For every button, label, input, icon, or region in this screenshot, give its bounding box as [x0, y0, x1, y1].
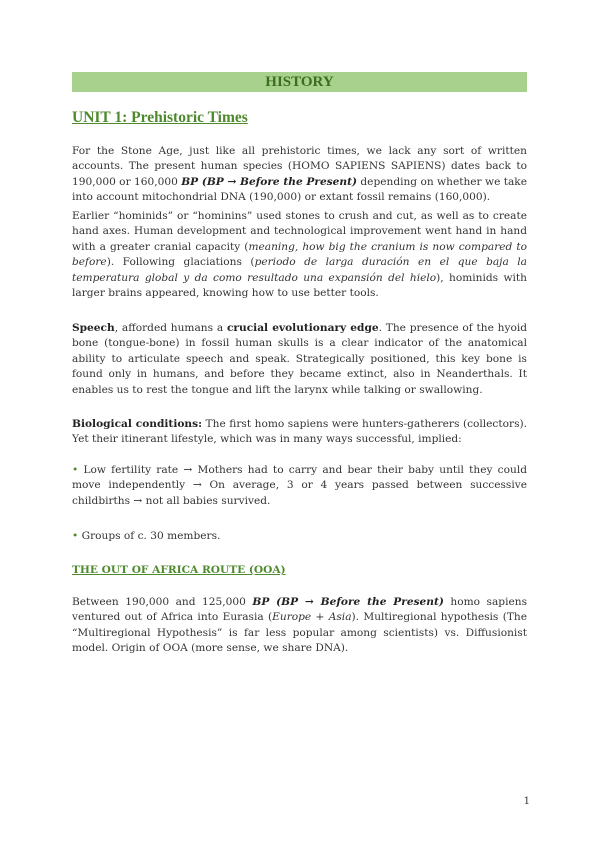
bullet-icon: • — [72, 530, 79, 542]
page-number: 1 — [523, 796, 530, 807]
paragraph-hominids: Earlier “hominids” or “hominins” used stones to crush and cut, as well as to create hand axes. Human development and technological improvement went hand in hand with a greater cranial capacity (meaning, how big the cranium is now compared to before). Following glaciations (periodo de larga duración en el que baja la temperatura global y da como resultado una expansión del hielo), hominids with larger brains appeared, knowing how to use better tools. — [72, 210, 528, 300]
paragraph-speech: Speech, afforded humans a crucial evolutionary edge. The presence of the hyoid bone (tongue-bone) in fossil human skulls is a clear indicator of the anatomical ability to articulate speech and speak. Strategically positioned, this key bone is found only in humans, and before they became extinct, also in Neanderthals. It enables us to rest the tongue and lift the larynx while talking or swallowing. — [72, 322, 527, 396]
unit-heading: UNIT 1: Prehistoric Times — [72, 109, 248, 126]
paragraph-ooa: Between 190,000 and 125,000 BP (BP → Before the Present) homo sapiens ventured out of Africa into Eurasia (Europe + Asia). Multiregional hypothesis (The “Multiregional Hypothesis” is far less popular among scientists) vs. Diffusionist model. Origin of OOA (more sense, we share DNA). — [72, 596, 528, 655]
paragraph-stone-age: For the Stone Age, just like all prehistoric times, we lack any sort of written accounts. The present human species (HOMO SAPIENS SAPIENS) dates back to 190,000 or 160,000 BP (BP → Before the Present) depending on whether we take into account mitochondrial DNA (190,000) or extant fossil remains (160,000). — [72, 145, 527, 204]
paragraph-biological-conditions: Biological conditions: The first homo sapiens were hunters-gatherers (collectors). Yet their itinerant lifestyle, which was in many ways successful, implied: — [72, 418, 527, 446]
page-title: HISTORY — [72, 72, 527, 92]
list-item: • Low fertility rate → Mothers had to carry and bear their baby until they could move independently → On average, 3 or 4 years passed between successive childbirths → not all babies survived. — [72, 464, 527, 507]
list-item: • Groups of c. 30 members. — [72, 530, 221, 542]
bullet-icon: • — [72, 464, 79, 476]
section-subheading: THE OUT OF AFRICA ROUTE (OOA) — [72, 564, 286, 576]
